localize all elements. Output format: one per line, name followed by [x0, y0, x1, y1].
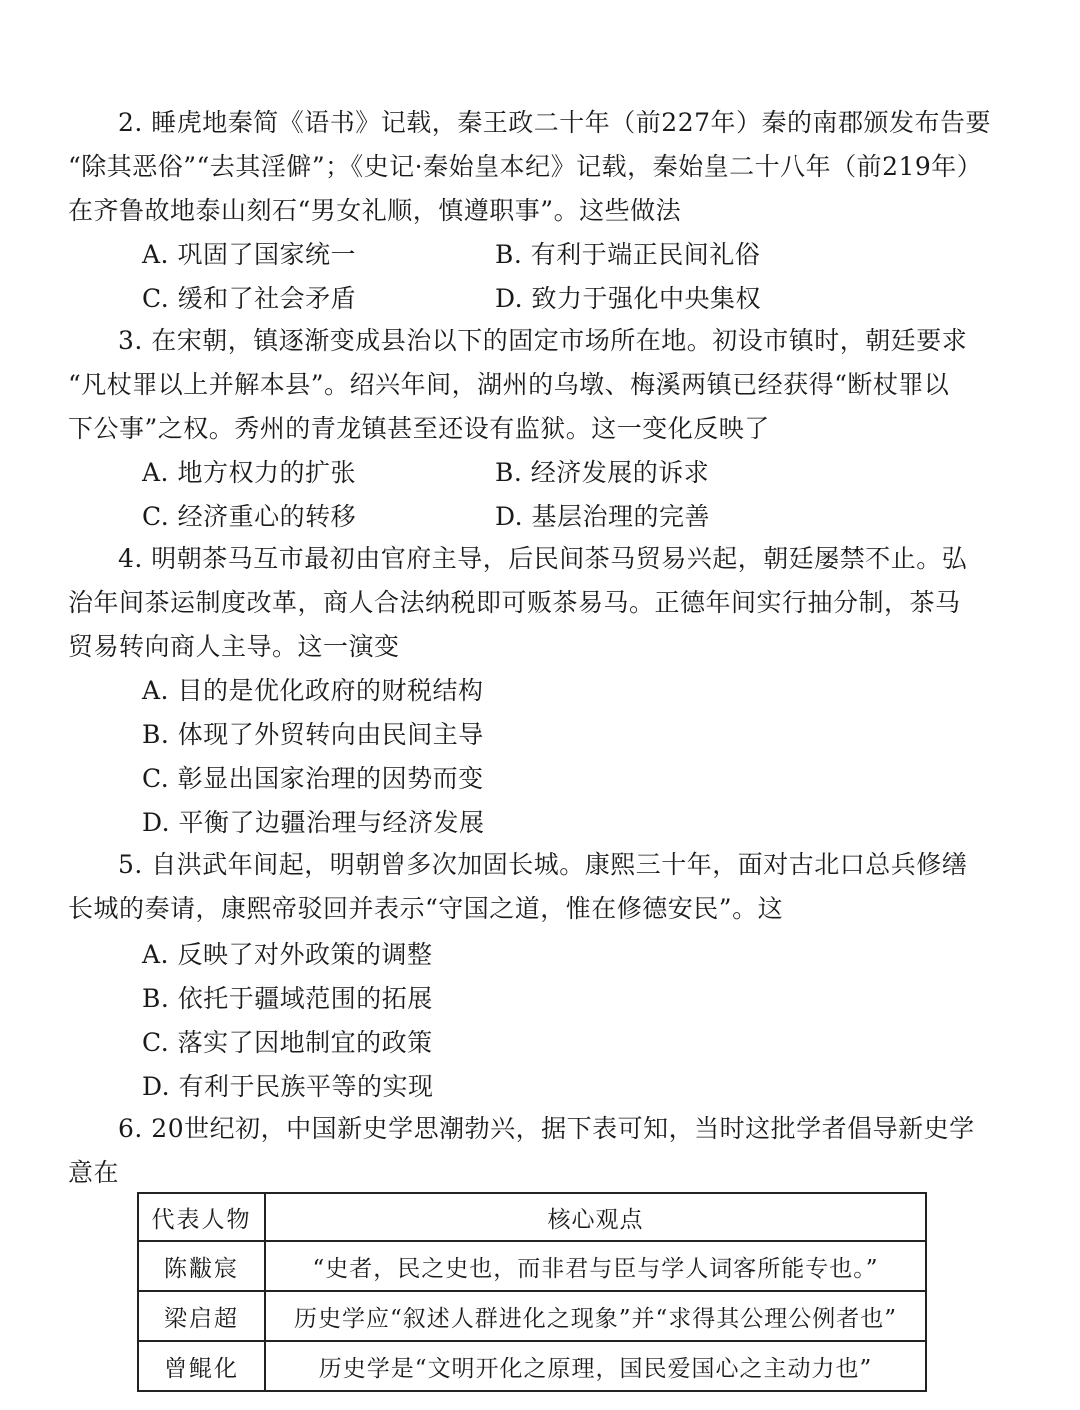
question-3-stem-line-2: “凡杖罪以上并解本县”。绍兴年间，湖州的乌墩、梅溪两镇已经获得“断杖罪以: [68, 370, 950, 399]
table-cell-figure: 陈黻宸: [138, 1241, 265, 1291]
table-header-figure: 代表人物: [138, 1193, 265, 1241]
question-5-stem-line-2: 长城的奏请，康熙帝驳回并表示“守国之道，惟在修德安民”。这: [68, 894, 784, 923]
question-5-stem-line-1: 5. 自洪武年间起，明朝曾多次加固长城。康熙三十年，面对古北口总兵修缮: [118, 850, 968, 879]
question-4-option-a: A. 目的是优化政府的财税结构: [142, 676, 484, 705]
question-4-stem-line-2: 治年间茶运制度改革，商人合法纳税即可贩茶易马。正德年间实行抽分制，茶马: [68, 588, 961, 617]
question-3-option-a: A. 地方权力的扩张: [142, 458, 356, 487]
question-2-stem-line-2: “除其恶俗”“去其淫僻”；《史记·秦始皇本纪》记载，秦始皇二十八年（前219年）: [68, 152, 983, 181]
question-5-option-d: D. 有利于民族平等的实现: [142, 1072, 434, 1101]
question-2-stem-line-1: 2. 睡虎地秦简《语书》记载，秦王政二十年（前227年）秦的南郡颁发布告要: [118, 108, 992, 137]
question-4-stem-line-3: 贸易转向商人主导。这一演变: [68, 632, 400, 661]
question-2-option-d: D. 致力于强化中央集权: [495, 284, 762, 313]
question-2-stem-line-3: 在齐鲁故地泰山刻石“男女礼顺，慎遵职事”。这些做法: [68, 196, 682, 225]
question-4-option-c: C. 彰显出国家治理的因势而变: [142, 764, 484, 793]
question-4-stem-line-1: 4. 明朝茶马互市最初由官府主导，后民间茶马贸易兴起，朝廷屡禁不止。弘: [118, 544, 968, 573]
question-3-option-b: B. 经济发展的诉求: [495, 458, 710, 487]
table-header-view: 核心观点: [265, 1193, 926, 1241]
table-row: [138, 1291, 926, 1341]
table-row: [138, 1241, 926, 1291]
question-2-option-a: A. 巩固了国家统一: [142, 240, 356, 269]
table-cell-view: 历史学是“文明开化之原理，国民爱国心之主动力也”: [265, 1341, 926, 1391]
table-header-row: [138, 1193, 926, 1241]
question-2-option-b: B. 有利于端正民间礼俗: [495, 240, 761, 269]
question-3-stem-line-1: 3. 在宋朝，镇逐渐变成县治以下的固定市场所在地。初设市镇时，朝廷要求: [118, 326, 968, 355]
question-5-option-a: A. 反映了对外政策的调整: [142, 940, 433, 969]
question-6-stem-line-2: 意在: [68, 1158, 120, 1187]
question-3-option-c: C. 经济重心的转移: [142, 502, 357, 531]
table-row: [138, 1341, 926, 1391]
question-4-option-b: B. 体现了外贸转向由民间主导: [142, 720, 484, 749]
table-cell-view: “史者，民之史也，而非君与臣与学人词客所能专也。”: [265, 1241, 926, 1291]
question-2-option-c: C. 缓和了社会矛盾: [142, 284, 357, 313]
question-3-option-d: D. 基层治理的完善: [495, 502, 711, 531]
table-cell-view: 历史学应“叙述人群进化之现象”并“求得其公理公例者也”: [265, 1291, 926, 1341]
question-5-option-b: B. 依托于疆域范围的拓展: [142, 984, 433, 1013]
question-6-stem-line-1: 6. 20世纪初，中国新史学思潮勃兴，据下表可知，当时这批学者倡导新史学: [118, 1114, 975, 1143]
question-4-option-d: D. 平衡了边疆治理与经济发展: [142, 808, 485, 837]
table-cell-figure: 曾鲲化: [138, 1341, 265, 1391]
question-3-stem-line-3: 下公事”之权。秀州的青龙镇甚至还设有监狱。这一变化反映了: [68, 414, 770, 443]
question-5-option-c: C. 落实了因地制宜的政策: [142, 1028, 433, 1057]
table-cell-figure: 梁启超: [138, 1291, 265, 1341]
historians-table: [137, 1192, 927, 1392]
